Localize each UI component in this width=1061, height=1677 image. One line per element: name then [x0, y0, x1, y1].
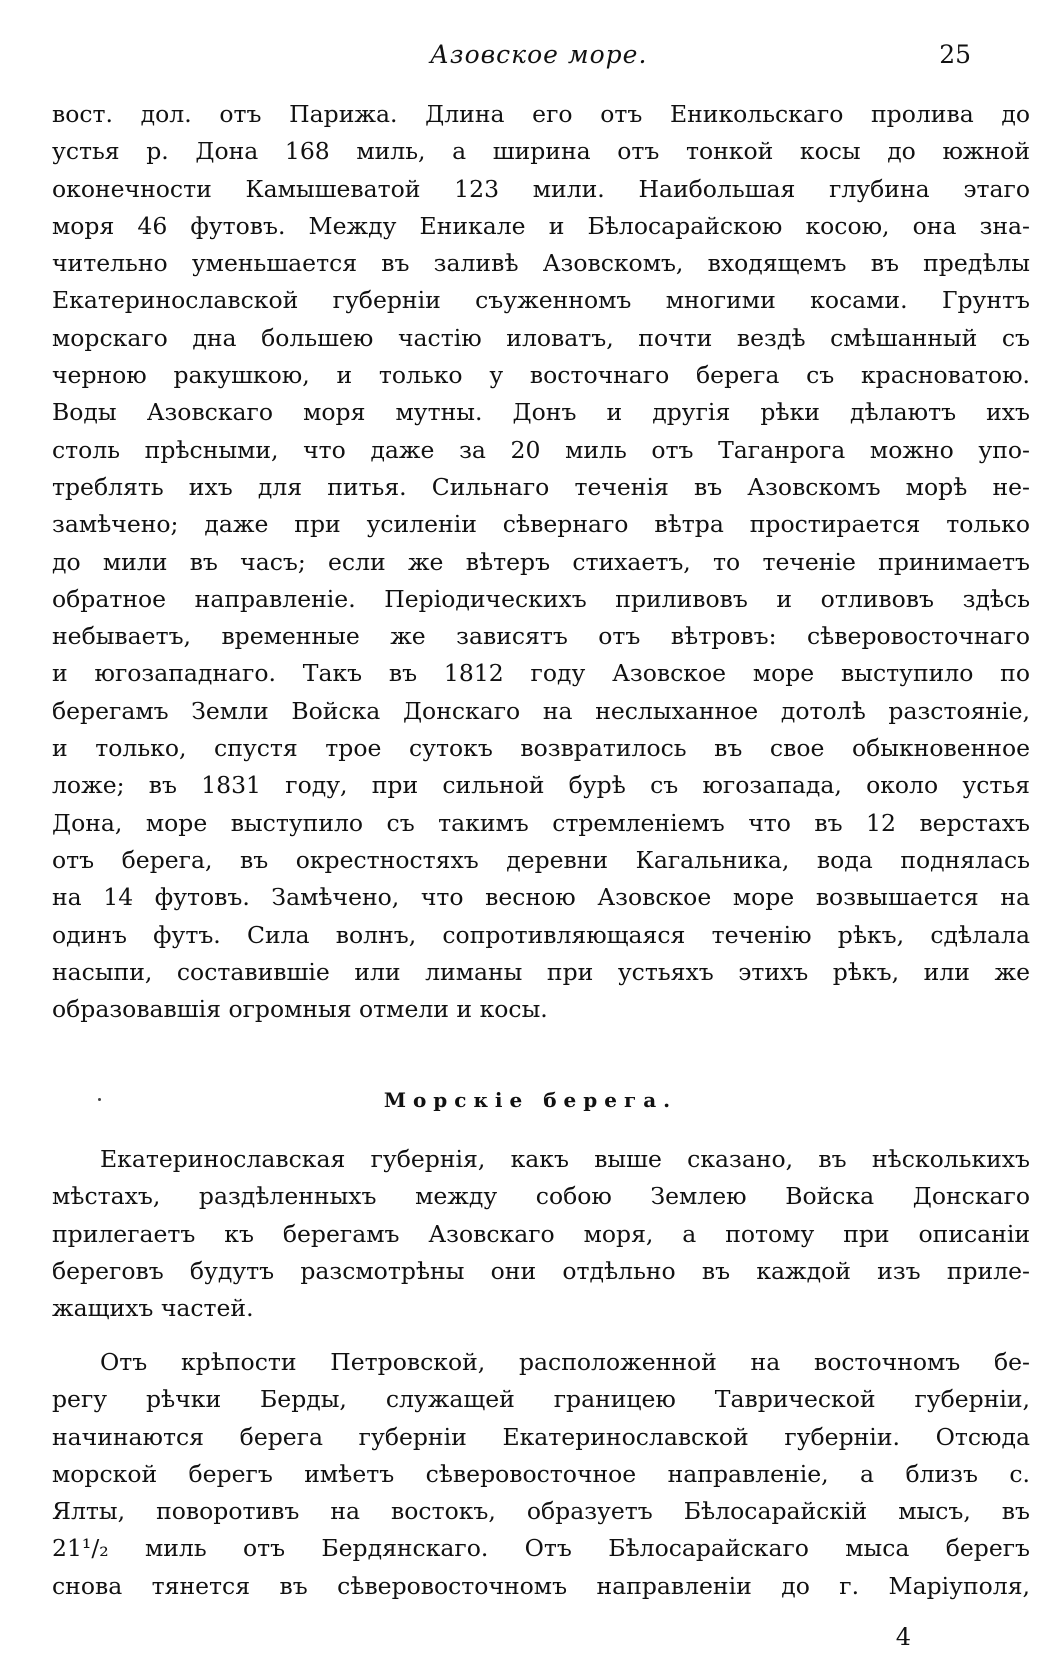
text-line: регу рѣчки Берды, служащей границею Таврической губерніи, — [52, 1385, 1030, 1414]
text-line: жащихъ частей. — [52, 1294, 254, 1323]
text-line: вост. дол. отъ Парижа. Длина его отъ Еникольскаго пролива до — [52, 100, 1030, 128]
text-line: и только, спустя трое сутокъ возвратилось въ свое обыкновенное — [52, 734, 1030, 763]
text-line: столь прѣсными, что даже за 20 миль отъ Таганрога можно упо- — [52, 435, 1030, 464]
text-line: на 14 футовъ. Замѣчено, что весною Азовское море возвышается на — [52, 883, 1030, 912]
text-line: Дона, море выступило съ такимъ стремленіемъ что въ 12 верстахъ — [52, 808, 1030, 837]
text-line: одинъ футъ. Сила волнъ, сопротивляющаяся теченію рѣкъ, сдѣлала — [52, 920, 1030, 949]
text-line: небываетъ, временные же зависятъ отъ вѣтровъ: сѣверовосточнаго — [52, 622, 1030, 651]
text-line: начинаются берега губерніи Екатеринославской губерніи. Отсюда — [52, 1422, 1030, 1451]
paragraph-petrovsk-fortress — [52, 1344, 1030, 1605]
text-line: образовавшія огромныя отмели и косы. — [52, 995, 548, 1024]
paragraph-azov-sea — [52, 96, 1030, 1028]
text-line: береговъ будутъ разсмотрѣны они отдѣльно въ каждой изъ приле- — [52, 1256, 1030, 1285]
text-line: и югозападнаго. Такъ въ 1812 году Азовское море выступило по — [52, 659, 1030, 688]
page-number: 25 — [939, 40, 971, 69]
text-line: ложе; въ 1831 году, при сильной бурѣ съ югозапада, около устья — [52, 771, 1030, 800]
text-line: моря 46 футовъ. Между Еникале и Бѣлосарайскою косою, она зна- — [52, 211, 1030, 240]
text-line: оконечности Камышеватой 123 мили. Наибольшая глубина этаго — [52, 174, 1030, 203]
text-line: 21¹/₂ миль отъ Бердянскаго. Отъ Бѣлосарайскаго мыса берегъ — [52, 1534, 1030, 1563]
running-title: Азовское море. — [430, 40, 648, 69]
text-line: Ялты, поворотивъ на востокъ, образуетъ Бѣлосарайскій мысъ, въ — [52, 1497, 1030, 1526]
text-line: берегамъ Земли Войска Донскаго на неслыханное дотолѣ разстояніе, — [52, 696, 1030, 725]
running-head — [0, 40, 1061, 80]
text-line: прилегаетъ къ берегамъ Азовскаго моря, а потому при описаніи — [52, 1219, 1030, 1248]
text-line: треблять ихъ для питья. Сильнаго теченія въ Азовскомъ морѣ не- — [52, 472, 1030, 501]
printer-signature-mark: 4 — [895, 1623, 911, 1651]
text-line: Отъ крѣпости Петровской, расположенной на восточномъ бе- — [100, 1348, 1030, 1376]
text-line: черною ракушкою, и только у восточнаго берега съ красноватою. — [52, 361, 1030, 390]
paragraph-shores-intro — [52, 1141, 1030, 1327]
text-line: морскаго дна большею частію иловатъ, почти вездѣ смѣшанный съ — [52, 323, 1030, 352]
text-line: Екатеринославской губерніи съуженномъ многими косами. Грунтъ — [52, 286, 1030, 315]
section-heading: Морскіе берега. — [383, 1088, 678, 1112]
text-line: снова тянется въ сѣверовосточномъ направленіи до г. Маріуполя, — [52, 1571, 1030, 1600]
text-line: Екатеринославская губернія, какъ выше сказано, въ нѣсколькихъ — [100, 1145, 1030, 1173]
text-line: устья р. Дона 168 миль, а ширина отъ тонкой косы до южной — [52, 137, 1030, 166]
text-line: мѣстахъ, раздѣленныхъ между собою Землею Войска Донскаго — [52, 1182, 1030, 1211]
text-line: замѣчено; даже при усиленіи сѣвернаго вѣтра простирается только — [52, 510, 1030, 539]
text-line: до мили въ часъ; если же вѣтеръ стихаетъ, то теченіе принимаетъ — [52, 547, 1030, 576]
text-line: морской берегъ имѣетъ сѣверовосточное направленіе, а близъ с. — [52, 1459, 1030, 1488]
text-line: обратное направленіе. Періодическихъ приливовъ и отливовъ здѣсь — [52, 584, 1030, 613]
text-line: отъ берега, въ окрестностяхъ деревни Кагальника, вода поднялась — [52, 845, 1030, 874]
text-line: Воды Азовскаго моря мутны. Донъ и другія рѣки дѣлаютъ ихъ — [52, 398, 1030, 427]
text-line: чительно уменьшается въ заливѣ Азовскомъ, входящемъ въ предѣлы — [52, 249, 1030, 278]
text-line: насыпи, составившіе или лиманы при устьяхъ этихъ рѣкъ, или же — [52, 957, 1030, 986]
